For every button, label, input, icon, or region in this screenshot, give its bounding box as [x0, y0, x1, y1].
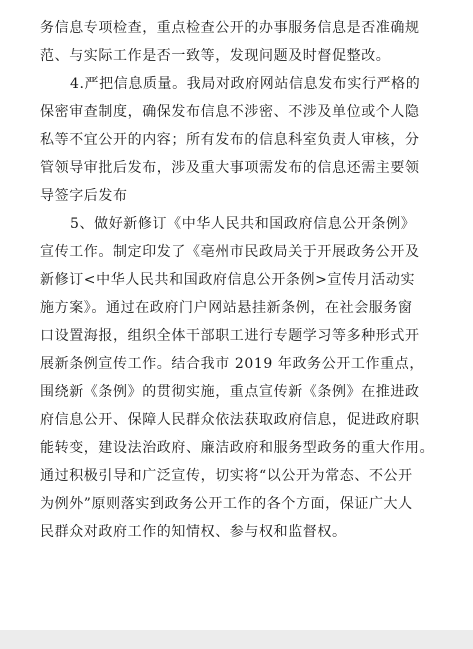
text-line: 私等不宜公开的内容；所有发布的信息科室负责人审核，分 [40, 132, 420, 148]
text-line: 范、与实际工作是否一致等，发现问题及时督促整改。 [40, 48, 391, 64]
text-line: 务信息专项检查，重点检查公开的办事服务信息是否准确规 [40, 20, 420, 36]
text-line: 围绕新《条例》的贯彻实施，重点宣传新《条例》在推进政 [40, 384, 420, 400]
page-bottom-margin [0, 630, 473, 649]
text-line: 通过积极引导和广泛宣传，切实将“以公开为常态、不公开 [40, 468, 413, 484]
text-line: 民群众对政府工作的知情权、参与权和监督权。 [40, 524, 347, 540]
text-line: 府信息公开、保障人民群众依法获取政府信息，促进政府职 [40, 412, 420, 428]
text-line: 导签字后发布 [40, 188, 128, 204]
text-line: 为例外”原则落实到政务公开工作的各个方面，保证广大人 [40, 496, 413, 512]
text-line: 口设置海报，组织全体干部职工进行专题学习等多种形式开 [40, 328, 420, 344]
text-line: 5、做好新修订《中华人民共和国政府信息公开条例》 [70, 216, 416, 232]
text-line: 管领导审批后发布，涉及重大事项需发布的信息还需主要领 [40, 160, 420, 176]
text-line: 能转变，建设法治政府、廉洁政府和服务型政务的重大作用。 [40, 440, 435, 456]
text-line: 施方案》。通过在政府门户网站悬挂新条例，在社会服务窗 [40, 300, 413, 316]
document-body [40, 14, 435, 546]
text-line: 新修订<中华人民共和国政府信息公开条例>宣传月活动实 [40, 272, 416, 288]
text-line: 保密审查制度，确保发布信息不涉密、不涉及单位或个人隐 [40, 104, 420, 120]
text-line: 展新条例宣传工作。结合我市 2019 年政务公开工作重点， [40, 356, 424, 372]
text-line: 宣传工作。制定印发了《亳州市民政局关于开展政务公开及 [40, 244, 420, 260]
text-line: 4.严把信息质量。我局对政府网站信息发布实行严格的 [70, 76, 421, 92]
